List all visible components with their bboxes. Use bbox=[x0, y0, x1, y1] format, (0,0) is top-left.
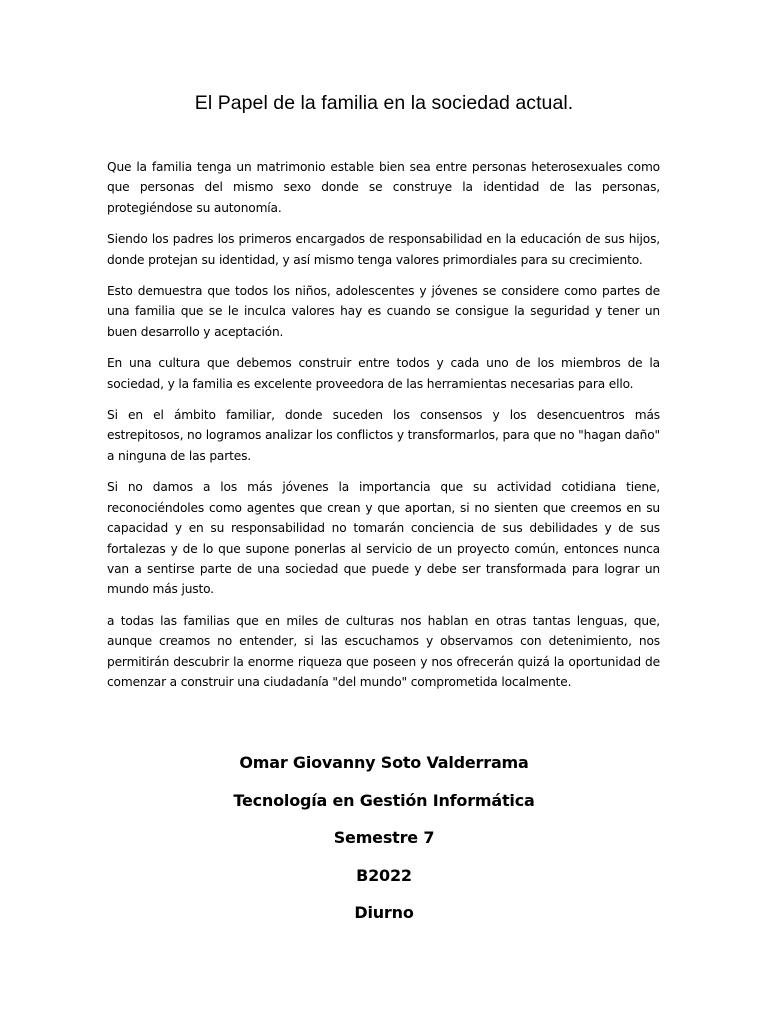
paragraph: Que la familia tenga un matrimonio estable bien sea entre personas heterosexuales como que personas del mismo sexo donde se construye la identidad de las personas, protegiéndose su autonomía. bbox=[107, 160, 660, 215]
group-code: B2022 bbox=[356, 865, 412, 885]
paragraph: a todas las familias que en miles de culturas nos hablan en otras tantas lenguas, que, aunque creamos no entender, si las escuchamos y observamos con detenimiento, nos permitirán descubrir la enorme riqueza que poseen y nos ofrecerán quizá la oportunidad de comenzar a construir una ciudadanía "del mundo" comprometida localmente. bbox=[107, 613, 660, 689]
paragraph: En una cultura que debemos construir entre todos y cada uno de los miembros de la sociedad, y la familia es excelente proveedora de las herramientas necesarias para ello. bbox=[107, 356, 660, 391]
paragraph: Esto demuestra que todos los niños, adolescentes y jóvenes se considere como partes de una familia que se le inculca valores hay es cuando se consigue la seguridad y tener un buen desarrollo y aceptación. bbox=[107, 284, 660, 339]
document-title: El Papel de la familia en la sociedad actual. bbox=[194, 92, 574, 114]
semester-label: Semestre 7 bbox=[333, 828, 435, 847]
signature-block bbox=[0, 750, 768, 938]
paragraph: Si no damos a los más jóvenes la importancia que su actividad cotidiana tiene, reconociéndoles como agentes que crean y que aportan, si no sienten que creemos en su capacidad y en su responsabilidad no tomarán conciencia de sus debilidades y de sus fortalezas y de lo que supone ponerlas al servicio de un proyecto común, entonces nunca van a sentirse parte de una sociedad que puede y debe ser transformada para lograr un mundo más justo. bbox=[107, 480, 660, 597]
document-body bbox=[107, 157, 660, 703]
author-name: Omar Giovanny Soto Valderrama bbox=[239, 753, 529, 772]
paragraph: Si en el ámbito familiar, donde suceden los consensos y los desencuentros más estrepitosos, no logramos analizar los conflictos y transformarlos, para que no "hagan daño" a ninguna de las partes. bbox=[107, 408, 660, 463]
schedule-label: Diurno bbox=[354, 903, 414, 922]
program-name: Tecnología en Gestión Informática bbox=[233, 790, 535, 810]
paragraph: Siendo los padres los primeros encargados de responsabilidad en la educación de sus hijos, donde protejan su identidad, y así mismo tenga valores primordiales para su crecimiento. bbox=[107, 232, 660, 267]
